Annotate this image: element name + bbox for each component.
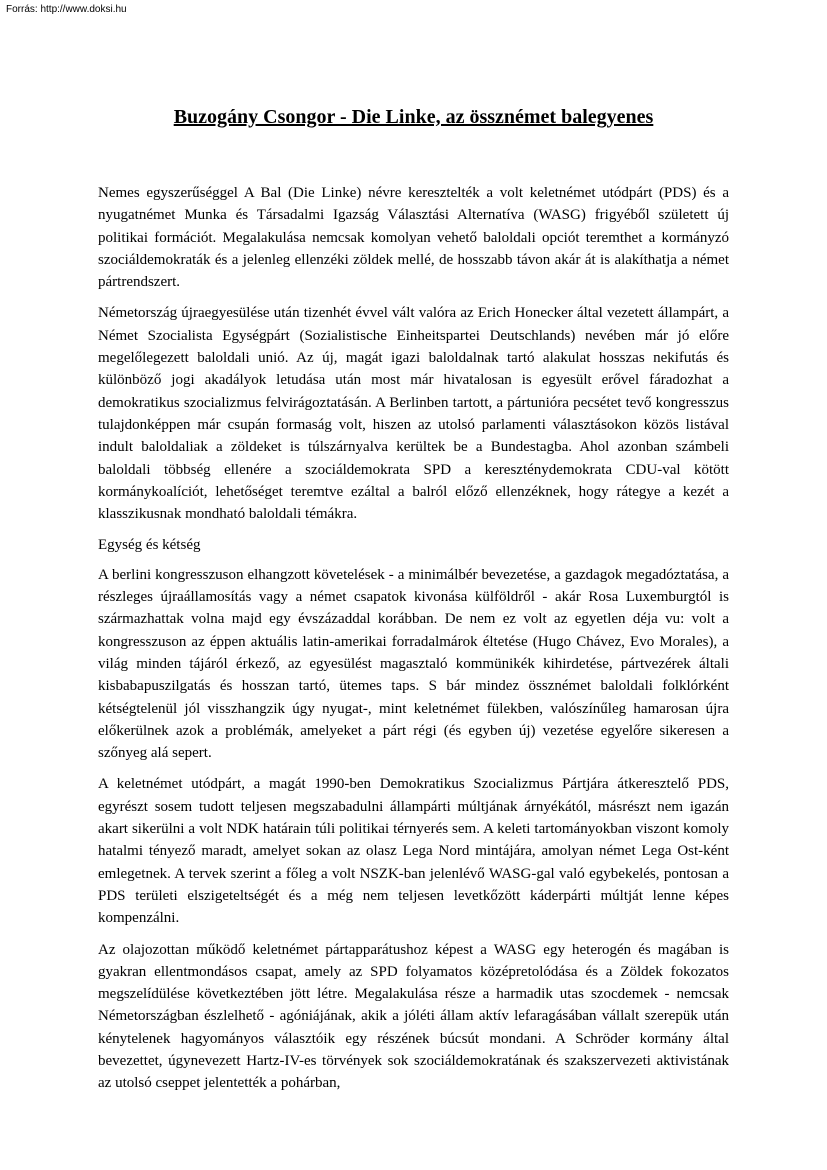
paragraph: Nemes egyszerűséggel A Bal (Die Linke) névre keresztelték a volt keletnémet utódpárt (PDS) és a nyugatnémet Munka és Társadalmi Igazság Választási Alternatíva (WASG) frigyéből született új politikai formációt. Megalakulása nemcsak komolyan vehető baloldali opciót teremthet a kormányzó szociáldemokraták és a jelenleg ellenzéki zöldek mellé, de hosszabb távon akár át is alakíthatja a német pártrendszert. (98, 185, 729, 291)
document-title: Buzogány Csongor - Die Linke, az össznémet balegyenes (173, 106, 654, 128)
paragraph: Németország újraegyesülése után tizenhét évvel vált valóra az Erich Honecker által vezetett állampárt, a Német Szocialista Egységpárt (Sozialistische Einheitspartei Deutschlands) nevében már jó előre megelőlegezett baloldali unió. Az új, magát igazi baloldalnak tartó alakulat hosszas nekifutás és különböző jogi akadályok letudása után most már hivatalosan is egyesült erővel fáradozhat a demokratikus szocializmus felvirágoztatásán. A Berlinben tartott, a pártunióra pecsétet tevő kongresszus tulajdonképpen már csupán formaság volt, hiszen az utolsó parlamenti választásokon közös listával indult baloldaliak a zöldeket is túlszárnyalva kerültek be a Bundestagba. Ahol azonban számbeli baloldali többség ellenére a szociáldemokrata SPD a kereszténydemokrata CDU-val kötött kormánykoalíciót, lehetőséget teremtve ezáltal a balról előző ellenzéknek, hogy rátegye a kezét a klasszikusnak mondható baloldali témákra. (98, 305, 729, 523)
paragraph: Az olajozottan működő keletnémet pártapparátushoz képest a WASG egy heterogén és magában is gyakran ellentmondásos csapat, amely az SPD folyamatos középretolódása és a Zöldek fokozatos megszelídülése következtében jött létre. Megalakulása része a harmadik utas szocdemek - nemcsak Németországban észlelhető - agóniájának, akik a jóléti állam aktív lefaragásában vállalt szerepük után kénytelenek hagyományos választóik egy részének búcsút mondani. A Schröder kormány által bevezettet, úgynevezett Hartz-IV-es törvények sok szociáldemokratának és szakszervezeti aktivistának az utolsó cseppet jelentették a pohárban, (98, 941, 729, 1092)
paragraph: A berlini kongresszuson elhangzott követelések - a minimálbér bevezetése, a gazdagok megadóztatása, a részleges újraállamosítás vagy a német csapatok kivonása külföldről - akár Rosa Luxemburgtól is származhattak volna majd egy évszázaddal korábban. De nem ez volt az egyetlen déja vu: volt a kongresszuson az éppen aktuális latin-amerikai forradalmárok éltetése (Hugo Chávez, Evo Morales), a világ minden tájáról érkező, az egyesülést magasztaló kommünikék kihirdetése, pártvezérek általi kisbabapuszilgatás és hosszan tartó, ütemes taps. S bár mindez össznémet baloldali folklórként kétségtelenül jól visszhangzik úgy nyugat-, mint keletnémet fülekben, valószínűleg hamarosan újra előkerülnek azok a problémák, amelyeket a párt régi (és egyben új) vezetése egyelőre sikeresen a szőnyeg alá sepert. (98, 566, 729, 762)
section-heading: Egység és kétség (98, 537, 201, 554)
article-body (98, 182, 729, 1104)
source-label: Forrás: http://www.doksi.hu (6, 4, 127, 15)
paragraph: A keletnémet utódpárt, a magát 1990-ben Demokratikus Szocializmus Pártjára átkeresztelő PDS, egyrészt sosem tudott teljesen megszabadulni állampárti múltjának árnyékától, másrészt nem igazán akart sikerülni a volt NDK határain túli politikai térnyerés sem. A keleti tartományokban viszont komoly hatalmi tényező maradt, amelyet sokan az olasz Lega Nord mintájára, amolyan német Lega Ost-ként emlegetnek. A tervek szerint a főleg a volt NSZK-ban jelenlévő WASG-gal való egybekelés, pontosan a PDS területi elszigeteltségét és a még nem teljesen levetkőzött káderpárti múltját lenne képes kompenzálni. (98, 776, 729, 927)
